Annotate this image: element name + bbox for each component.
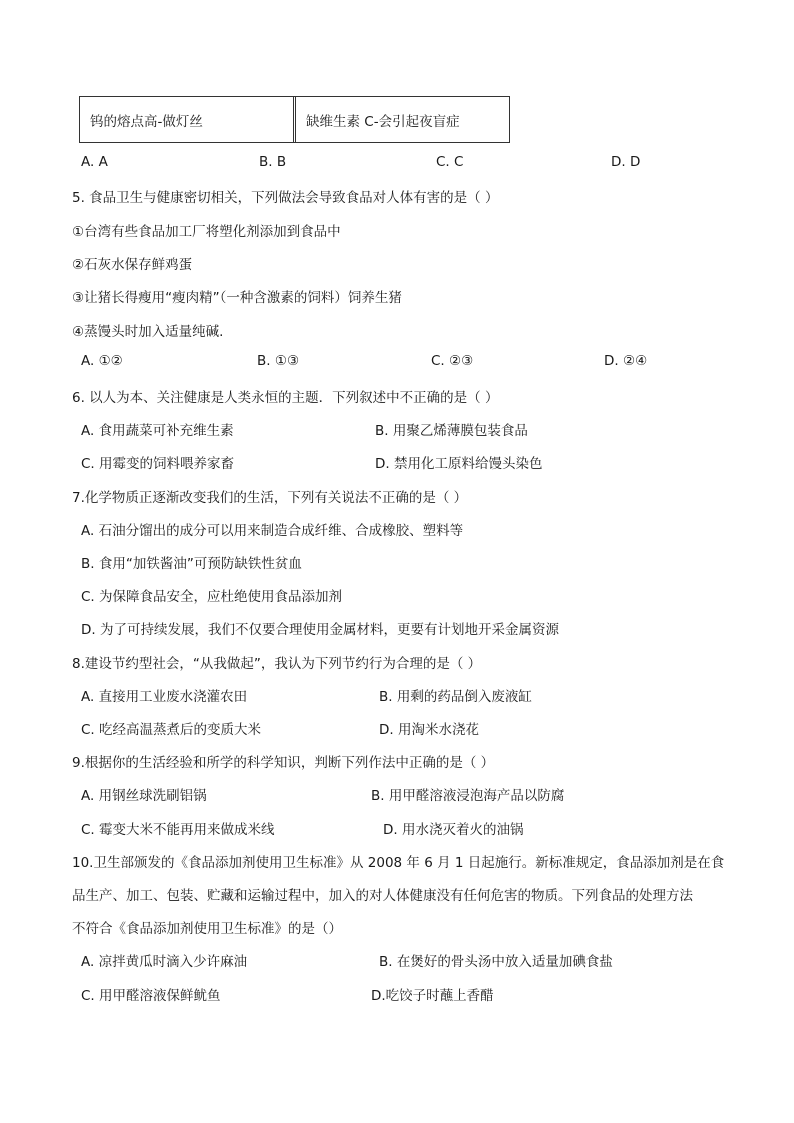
q5-option-a: A. ①②	[81, 353, 123, 369]
q7-option-b: B. 食用“加铁酱油”可预防缺铁性贫血	[81, 556, 302, 572]
q4-option-c: C. C	[436, 154, 464, 170]
q5-item-3: ③让猪长得瘦用“瘦肉精”（一种含激素的饲料）饲养生猪	[72, 290, 402, 306]
q9-option-c: C. 霉变大米不能再用来做成米线	[81, 822, 275, 838]
q6-option-a: A. 食用蔬菜可补充维生素	[81, 423, 234, 439]
q10-line-3: 不符合《食品添加剂使用卫生标准》的是（）	[72, 921, 342, 937]
q6-stem: 6. 以人为本、关注健康是人类永恒的主题．下列叙述中不正确的是（ ）	[72, 390, 499, 406]
q9-option-a: A. 用钢丝球洗刷铝锅	[81, 788, 207, 804]
q7-option-a: A. 石油分馏出的成分可以用来制造合成纤维、合成橡胶、塑料等	[81, 523, 464, 539]
q5-option-d: D. ②④	[604, 353, 648, 369]
q9-option-d: D. 用水浇灭着火的油锅	[383, 822, 524, 838]
q4-option-d: D. D	[611, 154, 641, 170]
q9-option-b: B. 用甲醛溶液浸泡海产品以防腐	[371, 788, 565, 804]
q5-option-c: C. ②③	[431, 353, 474, 369]
q8-option-a: A. 直接用工业废水浇灌农田	[81, 689, 248, 705]
q8-stem: 8.建设节约型社会，“从我做起”，我认为下列节约行为合理的是（ ）	[72, 656, 482, 672]
answer-table	[79, 96, 510, 143]
q10-line-1: 10.卫生部颁发的《食品添加剂使用卫生标准》从 2008 年 6 月 1 日起施行。新标准规定，食品添加剂是在食	[72, 855, 725, 871]
q7-option-d: D. 为了可持续发展，我们不仅要合理使用金属材料，更要有计划地开采金属资源	[81, 622, 559, 638]
q10-option-a: A. 凉拌黄瓜时滴入少许麻油	[81, 954, 248, 970]
q9-stem: 9.根据你的生活经验和所学的科学知识，判断下列作法中正确的是（ ）	[72, 755, 495, 771]
q4-option-b: B. B	[259, 154, 287, 170]
q8-option-c: C. 吃经高温蒸煮后的变质大米	[81, 722, 262, 738]
q5-item-2: ②石灰水保存鲜鸡蛋	[72, 257, 193, 273]
q5-option-b: B. ①③	[257, 353, 300, 369]
q6-option-c: C. 用霉变的饲料喂养家畜	[81, 456, 235, 472]
q4-option-a: A. A	[81, 154, 108, 170]
q8-option-b: B. 用剩的药品倒入废液缸	[379, 689, 532, 705]
q5-stem: 5. 食品卫生与健康密切相关，下列做法会导致食品对人体有害的是（ ）	[72, 190, 499, 206]
q10-option-b: B. 在煲好的骨头汤中放入适量加碘食盐	[379, 954, 613, 970]
table-right-cell: 缺维生素 C-会引起夜盲症	[306, 113, 460, 130]
q6-option-d: D. 禁用化工原料给馒头染色	[375, 456, 543, 472]
q10-line-2: 品生产、加工、包装、贮藏和运输过程中，加入的对人体健康没有任何危害的物质。下列食品的处理方法	[72, 888, 693, 904]
q7-stem: 7.化学物质正逐渐改变我们的生活，下列有关说法不正确的是（ ）	[72, 490, 468, 506]
table-left-cell: 钨的熔点高-做灯丝	[80, 97, 296, 142]
q5-item-4: ④蒸馒头时加入适量纯碱.	[72, 324, 224, 340]
q7-option-c: C. 为保障食品安全，应杜绝使用食品添加剂	[81, 589, 343, 605]
q5-item-1: ①台湾有些食品加工厂将塑化剂添加到食品中	[72, 224, 341, 240]
q10-option-d: D.吃饺子时蘸上香醋	[371, 988, 494, 1004]
q10-option-c: C. 用甲醛溶液保鲜鱿鱼	[81, 988, 221, 1004]
q6-option-b: B. 用聚乙烯薄膜包装食品	[375, 423, 528, 439]
q8-option-d: D. 用淘米水浇花	[379, 722, 479, 738]
